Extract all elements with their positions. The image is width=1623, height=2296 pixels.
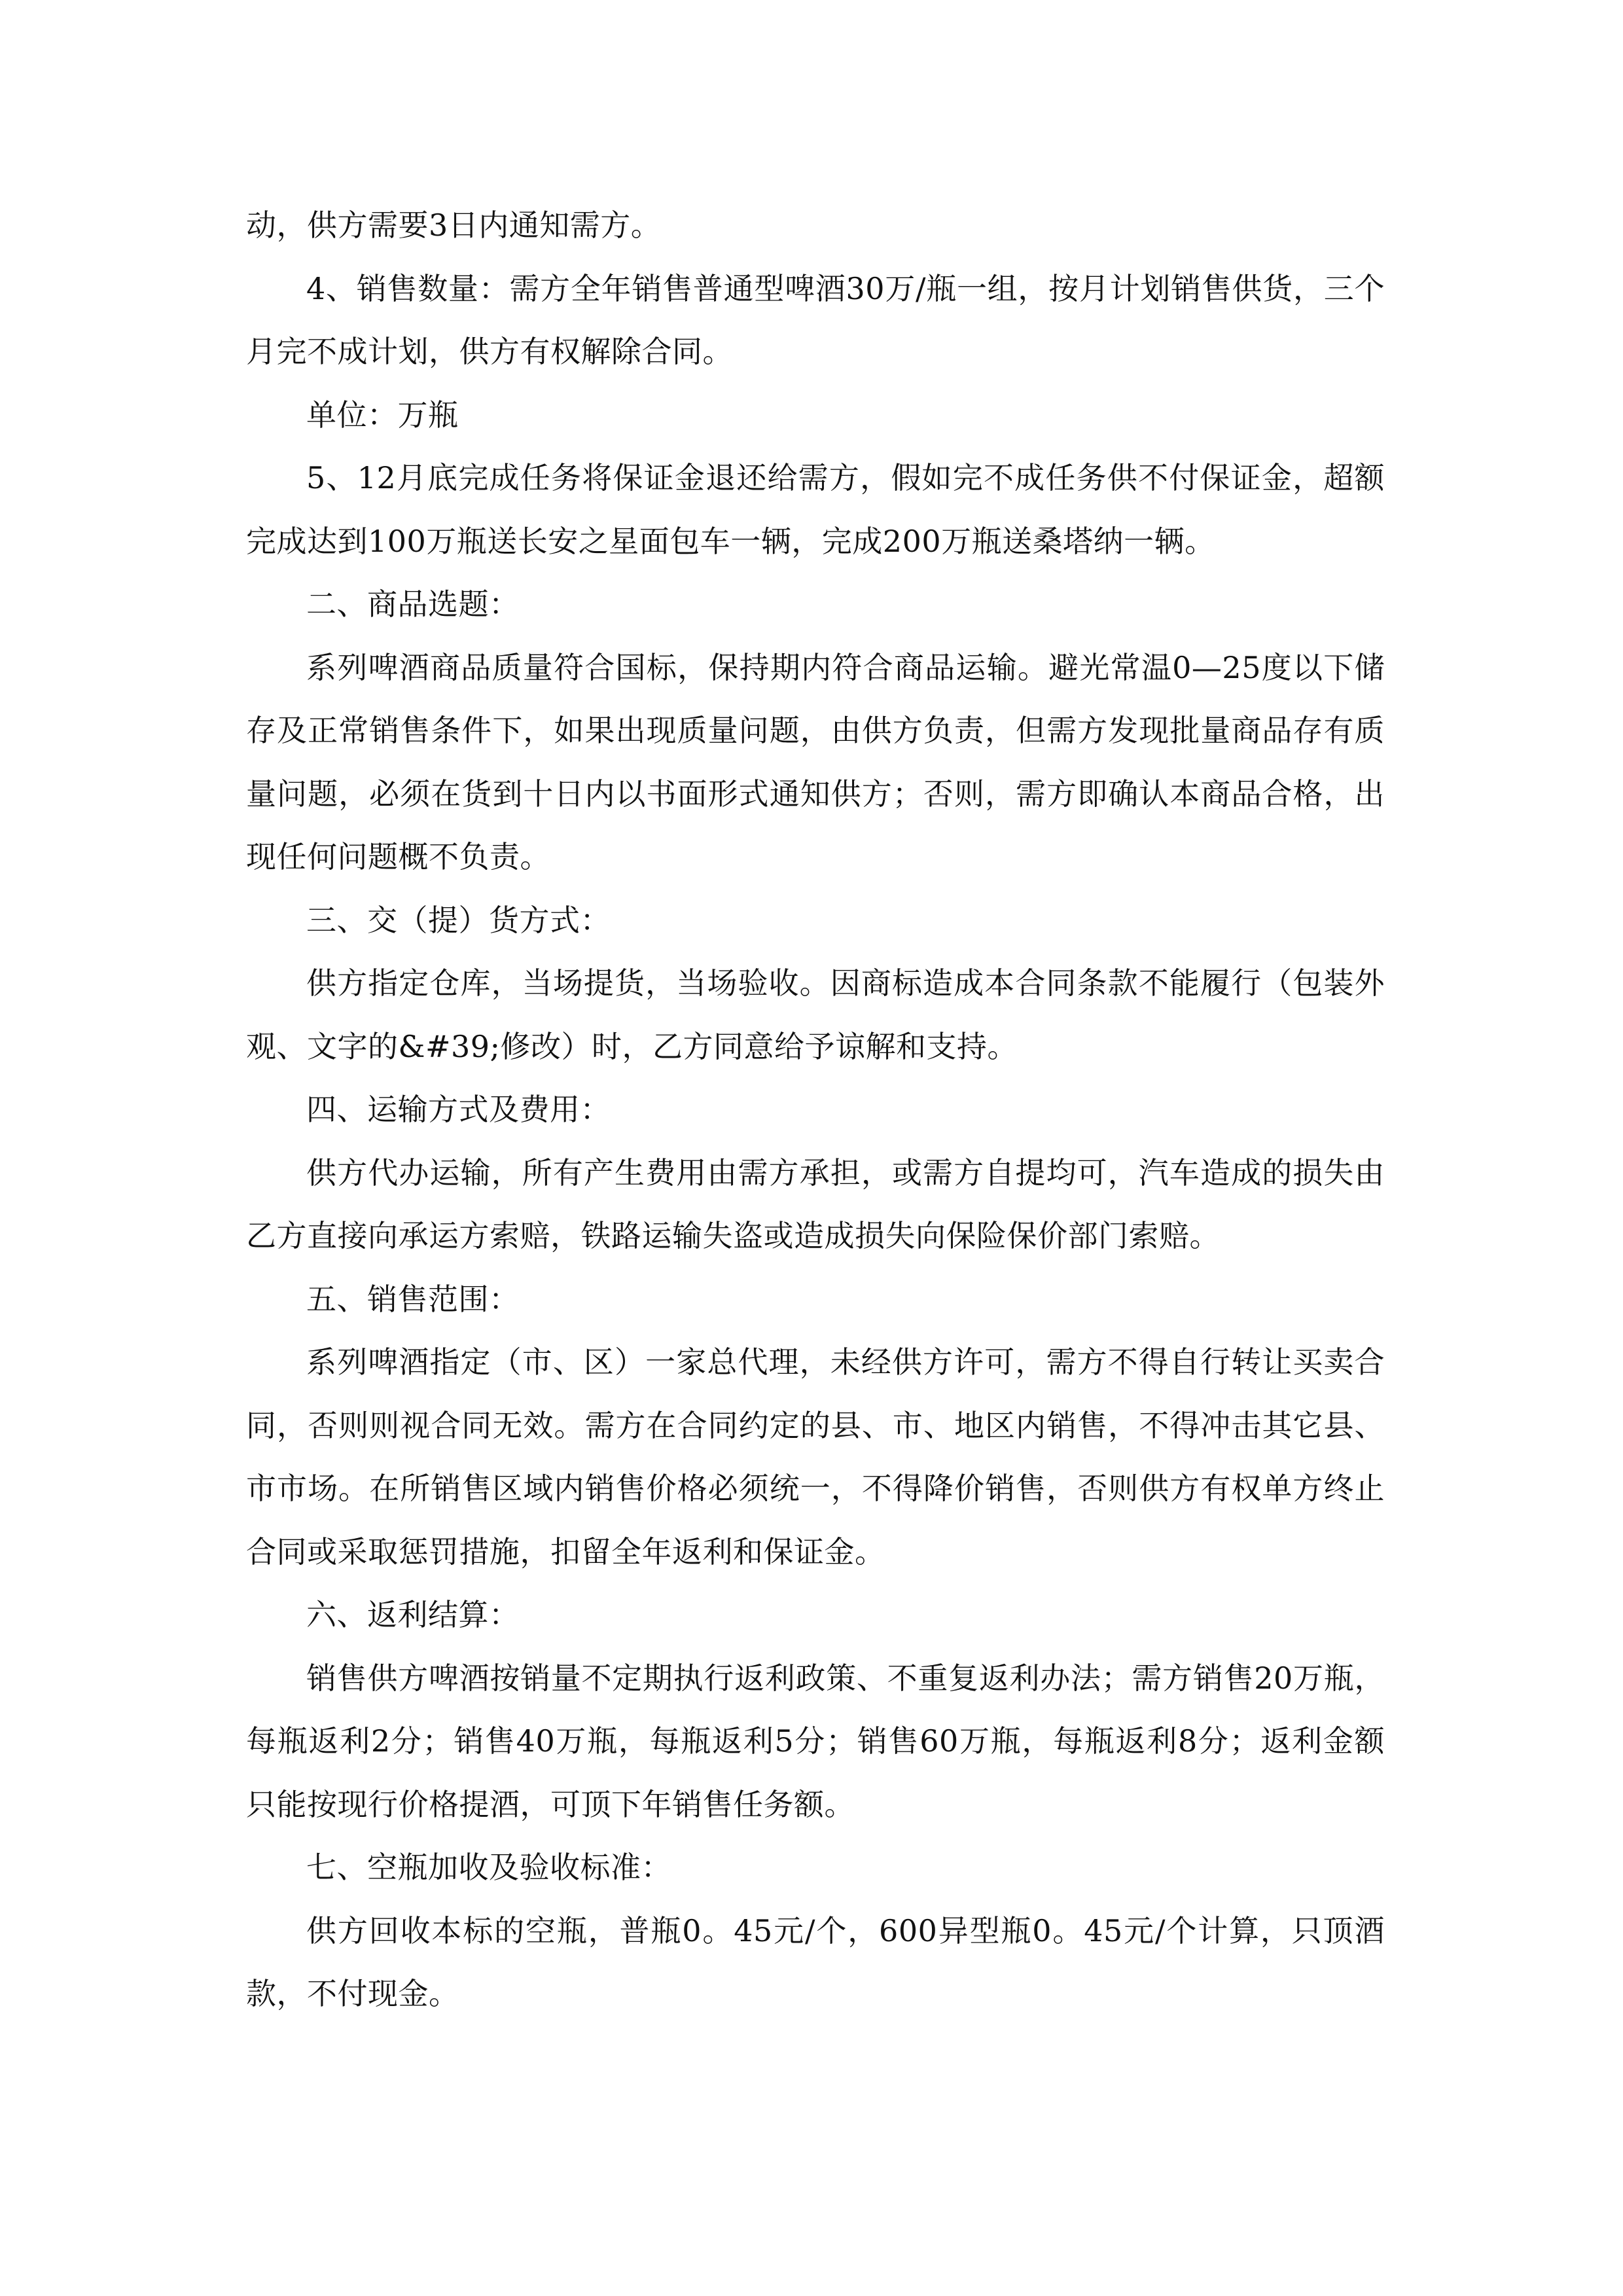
paragraph-transport: 供方代办运输，所有产生费用由需方承担，或需方自提均可，汽车造成的损失由乙方直接向承运方索赔，铁路运输失盗或造成损失向保险保价部门索赔。 xyxy=(246,1155,1385,1253)
section-heading-transport: 四、运输方式及费用： xyxy=(306,1092,611,1127)
section-heading-rebate: 六、返利结算： xyxy=(306,1597,520,1632)
section-heading-empty-bottles: 七、空瓶加收及验收标准： xyxy=(306,1850,671,1885)
paragraph-deposit-reward: 5、12月底完成任务将保证金退还给需方，假如完不成任务供不付保证金，超额完成达到100万瓶送长安之星面包车一辆，完成200万瓶送桑塔纳一辆。 xyxy=(246,460,1385,559)
paragraph-empty-bottles: 供方回收本标的空瓶，普瓶0。45元/个，600异型瓶0。45元/个计算，只顶酒款，不付现金。 xyxy=(246,1912,1385,2011)
document-page xyxy=(246,194,1385,2026)
section-heading-sales-scope: 五、销售范围： xyxy=(306,1281,520,1317)
section-heading-product: 二、商品选题： xyxy=(306,586,520,622)
paragraph-product-quality: 系列啤酒商品质量符合国标，保持期内符合商品运输。避光常温0—25度以下储存及正常销售条件下，如果出现质量问题，由供方负责，但需方发现批量商品存有质量问题，必须在货到十日内以书面形式通知供方；否则，需方即确认本商品合格，出现任何问题概不负责。 xyxy=(246,649,1385,874)
paragraph-unit: 单位：万瓶 xyxy=(306,397,459,433)
section-heading-delivery: 三、交（提）货方式： xyxy=(306,902,611,938)
paragraph-sales-scope: 系列啤酒指定（市、区）一家总代理，未经供方许可，需方不得自行转让买卖合同，否则则视合同无效。需方在合同约定的县、市、地区内销售，不得冲击其它县、市市场。在所销售区域内销售价格必须统一，不得降价销售，否则供方有权单方终止合同或采取惩罚措施，扣留全年返利和保证金。 xyxy=(246,1344,1385,1570)
paragraph-rebate: 销售供方啤酒按销量不定期执行返利政策、不重复返利办法；需方销售20万瓶，每瓶返利2分；销售40万瓶，每瓶返利5分；销售60万瓶，每瓶返利8分；返利金额只能按现行价格提酒，可顶下年销售任务额。 xyxy=(246,1660,1385,1822)
paragraph-delivery: 供方指定仓库，当场提货，当场验收。因商标造成本合同条款不能履行（包装外观、文字的&#39;修改）时，乙方同意给予谅解和支持。 xyxy=(246,965,1385,1064)
paragraph-sales-quantity: 4、销售数量：需方全年销售普通型啤酒30万/瓶一组，按月计划销售供货，三个月完不成计划，供方有权解除合同。 xyxy=(246,270,1385,369)
paragraph-continuation: 动，供方需要3日内通知需方。 xyxy=(246,207,662,243)
